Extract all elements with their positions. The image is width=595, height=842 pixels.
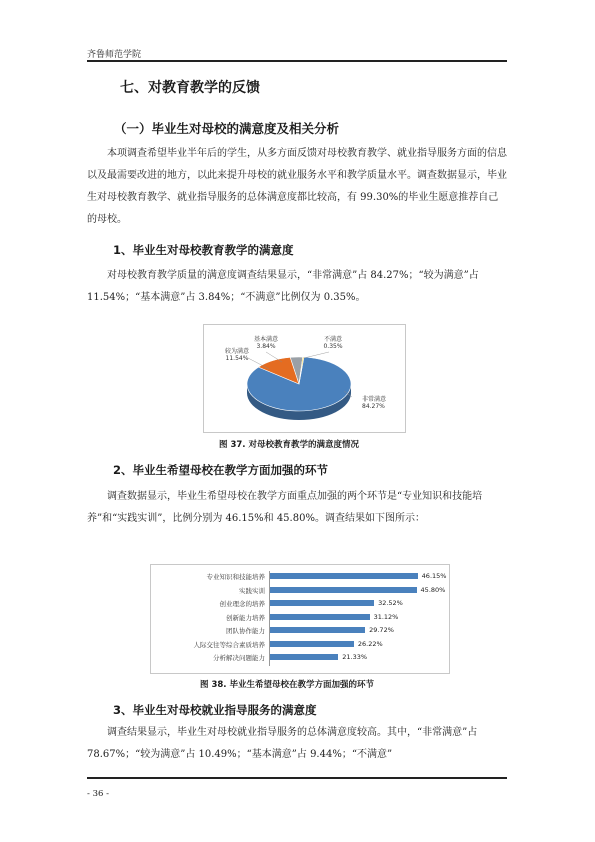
subsection-3-title: 3、毕业生对母校就业指导服务的满意度: [113, 703, 317, 717]
bar-2: [270, 600, 374, 606]
pie-value-0: 84.27%: [362, 403, 385, 410]
pie-value-3: 0.35%: [323, 343, 343, 350]
footer-divider: [87, 777, 507, 779]
pie-chart-svg: [204, 325, 405, 432]
subsection-3-text: 调查结果显示，毕业生对母校就业指导服务的总体满意度较高。其中，“非常满意”占 78.67%；“较为满意”占 10.49%；“基本满意”占 9.44%；“不满意”: [87, 727, 478, 760]
section-title: （一）毕业生对母校的满意度及相关分析: [114, 121, 340, 136]
bar-3: [270, 614, 370, 620]
bar-category-label: 专业知识和技能培养: [206, 573, 265, 581]
figure-38-caption: 图 38. 毕业生希望母校在教学方面加强的环节: [200, 680, 374, 690]
bar-value-label: 46.15%: [421, 572, 447, 580]
pie-label-0: 非常满意: [362, 396, 387, 403]
pie-label-2: 基本满意: [253, 336, 279, 343]
chapter-title: 七、对教育教学的反馈: [120, 80, 260, 96]
bar-5: [270, 641, 354, 647]
figure-37-caption: 图 37. 对母校教育教学的满意度情况: [219, 440, 359, 450]
bar-value-label: 45.80%: [420, 585, 446, 594]
bar-category-label: 创业理念的培养: [219, 600, 265, 608]
satisfaction-pie-chart: [203, 324, 406, 433]
bar-value-label: 32.52%: [378, 599, 403, 607]
subsection-2-text: 调查数据显示，毕业生希望母校在教学方面重点加强的两个环节是“专业知识和技能培养”和“实践实训”，比例分别为 46.15%和 45.80%。调查结果如下图所示：: [87, 491, 483, 524]
bar-category-label: 分析解决问题能力: [213, 654, 265, 662]
bar-category-label: 人际交往等综合素质培养: [193, 640, 265, 649]
pie-value-1: 11.54%: [225, 355, 249, 362]
pie-label-3: 不满意: [323, 336, 343, 343]
pie-label-1: 较为满意: [224, 348, 250, 355]
bar-category-label: 实践实训: [239, 586, 265, 595]
intro-paragraph: 本项调查希望毕业半年后的学生，从多方面反馈对母校教育教学、就业指导服务方面的信息以及最需要改进的地方，以此来提升母校的就业服务水平和教学质量水平。调查数据显示，毕业生对母校教育教学、就业指导服务的总体满意度都比较高，有 99.30%的毕业生愿意推荐自己的母校。: [87, 148, 507, 225]
bar-value-label: 21.33%: [342, 653, 368, 661]
bar-value-label: 29.72%: [369, 626, 394, 634]
subsection-1-title: 1、毕业生对母校教育教学的满意度: [113, 243, 294, 257]
subsection-1-text: 对母校教育教学质量的满意度调查结果显示，“非常满意”占 84.27%；“较为满意”占 11.54%；“基本满意”占 3.84%；“不满意”比例仅为 0.35%。: [87, 270, 479, 303]
bar-6: [270, 654, 338, 660]
teaching-improvement-bar-chart: [150, 564, 450, 674]
bar-0: [270, 573, 418, 579]
bar-value-label: 31.12%: [373, 612, 399, 621]
bar-value-label: 26.22%: [357, 639, 383, 648]
bar-category-label: 创新能力培养: [226, 613, 265, 622]
bar-1: [270, 587, 417, 593]
subsection-2-title: 2、毕业生希望母校在教学方面加强的环节: [113, 463, 328, 477]
header-divider: [87, 60, 507, 62]
header-school-name: 齐鲁师范学院: [87, 50, 142, 60]
bar-category-label: 团队协作能力: [226, 627, 265, 635]
pie-leader-3: [304, 352, 329, 358]
pie-value-2: 3.84%: [256, 343, 276, 350]
page-number: - 36 -: [87, 789, 109, 799]
bar-4: [270, 627, 365, 633]
